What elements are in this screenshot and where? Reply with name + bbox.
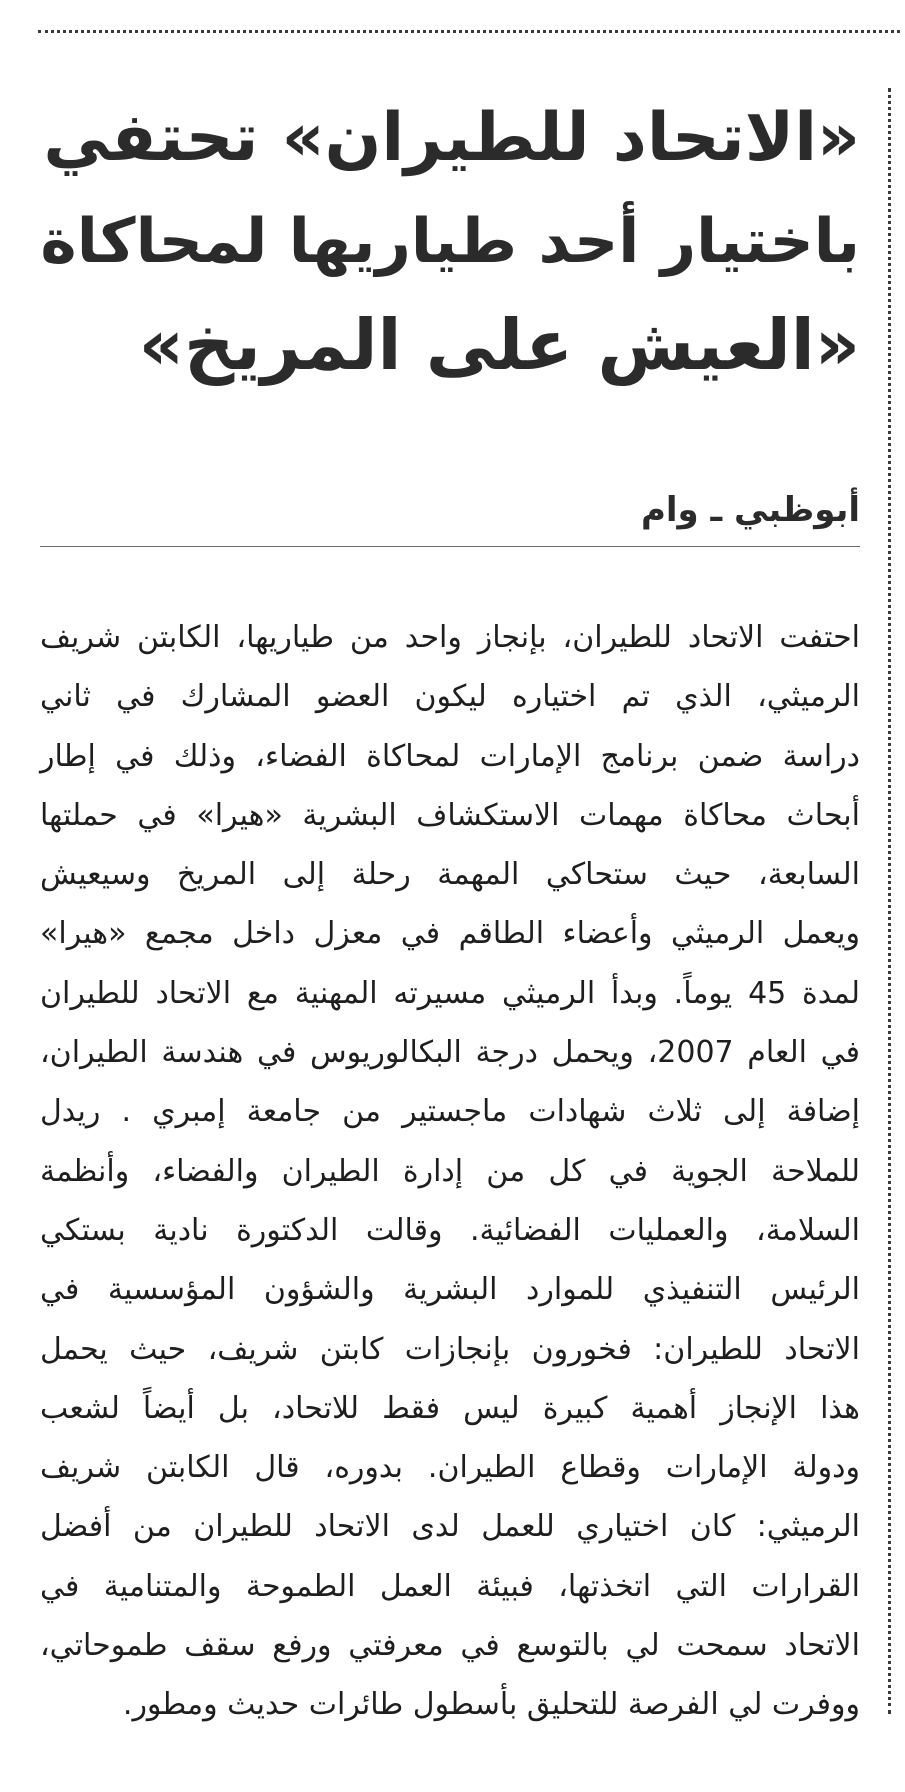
body-line: احتفت الاتحاد للطيران، بإنجاز واحد من طياريها، الكابتن شريف — [40, 620, 860, 655]
body-line: في العام 2007، ويحمل درجة البكالوريوس في هندسة الطيران، — [40, 1035, 860, 1071]
dateline: أبوظبي ـ وام — [640, 490, 860, 530]
body-line: أبحاث محاكاة مهمات الاستكشاف البشرية «هيرا» في حملتها — [40, 797, 860, 833]
body-line: لمدة 45 يوماً. وبدأ الرميثي مسيرته المهنية مع الاتحاد للطيران — [40, 975, 860, 1011]
body-line: ووفرت لي الفرصة للتحليق بأسطول طائرات حديث ومطور. — [122, 1687, 860, 1723]
body-line: ودولة الإمارات وقطاع الطيران. بدوره، قال الكابتن شريف — [40, 1450, 860, 1486]
headline-line: «العيش على المريخ» — [138, 304, 860, 386]
column-dotted-rule — [888, 88, 891, 1714]
headline-line: «الاتحاد للطيران» تحتفي — [43, 98, 860, 176]
body-line: هذا الإنجاز أهمية كبيرة ليس فقط للاتحاد، بل أيضاً لشعب — [40, 1390, 860, 1426]
top-dotted-rule — [38, 30, 900, 33]
body-line: السلامة، والعمليات الفضائية. وقالت الدكتورة نادية بستكي — [40, 1212, 860, 1248]
body-line: الاتحاد سمحت لي بالتوسع في معرفتي ورفع سقف طموحاتي، — [40, 1628, 860, 1664]
article-header — [40, 85, 860, 397]
body-line: للملاحة الجوية في كل من إدارة الطيران والفضاء، وأنظمة — [40, 1153, 860, 1189]
body-line: ويعمل الرميثي وأعضاء الطاقم في معزل داخل مجمع «هيرا» — [40, 916, 860, 952]
body-line: دراسة ضمن برنامج الإمارات لمحاكاة الفضاء، وذلك في إطار — [40, 738, 860, 774]
article-body — [40, 608, 860, 1735]
headline-line: باختيار أحد طياريها لمحاكاة — [40, 205, 860, 277]
body-line: إضافة إلى ثلاث شهادات ماجستير من جامعة إمبري . ريدل — [40, 1094, 860, 1130]
body-line: الرئيس التنفيذي للموارد البشرية والشؤون المؤسسية في — [40, 1272, 860, 1308]
body-line: الرميثي: كان اختياري للعمل لدى الاتحاد للطيران من أفضل — [40, 1509, 860, 1545]
body-line: القرارات التي اتخذتها، فبيئة العمل الطموحة والمتنامية في — [40, 1568, 860, 1604]
headline — [40, 85, 860, 397]
body-line: السابعة، حيث ستحاكي المهمة رحلة إلى المريخ وسيعيش — [40, 857, 860, 893]
body-line: الاتحاد للطيران: فخورون بإنجازات كابتن شريف، حيث يحمل — [40, 1331, 860, 1367]
body-line: الرميثي، الذي تم اختياره ليكون العضو المشارك في ثاني — [40, 679, 860, 715]
dateline-divider — [40, 546, 860, 547]
